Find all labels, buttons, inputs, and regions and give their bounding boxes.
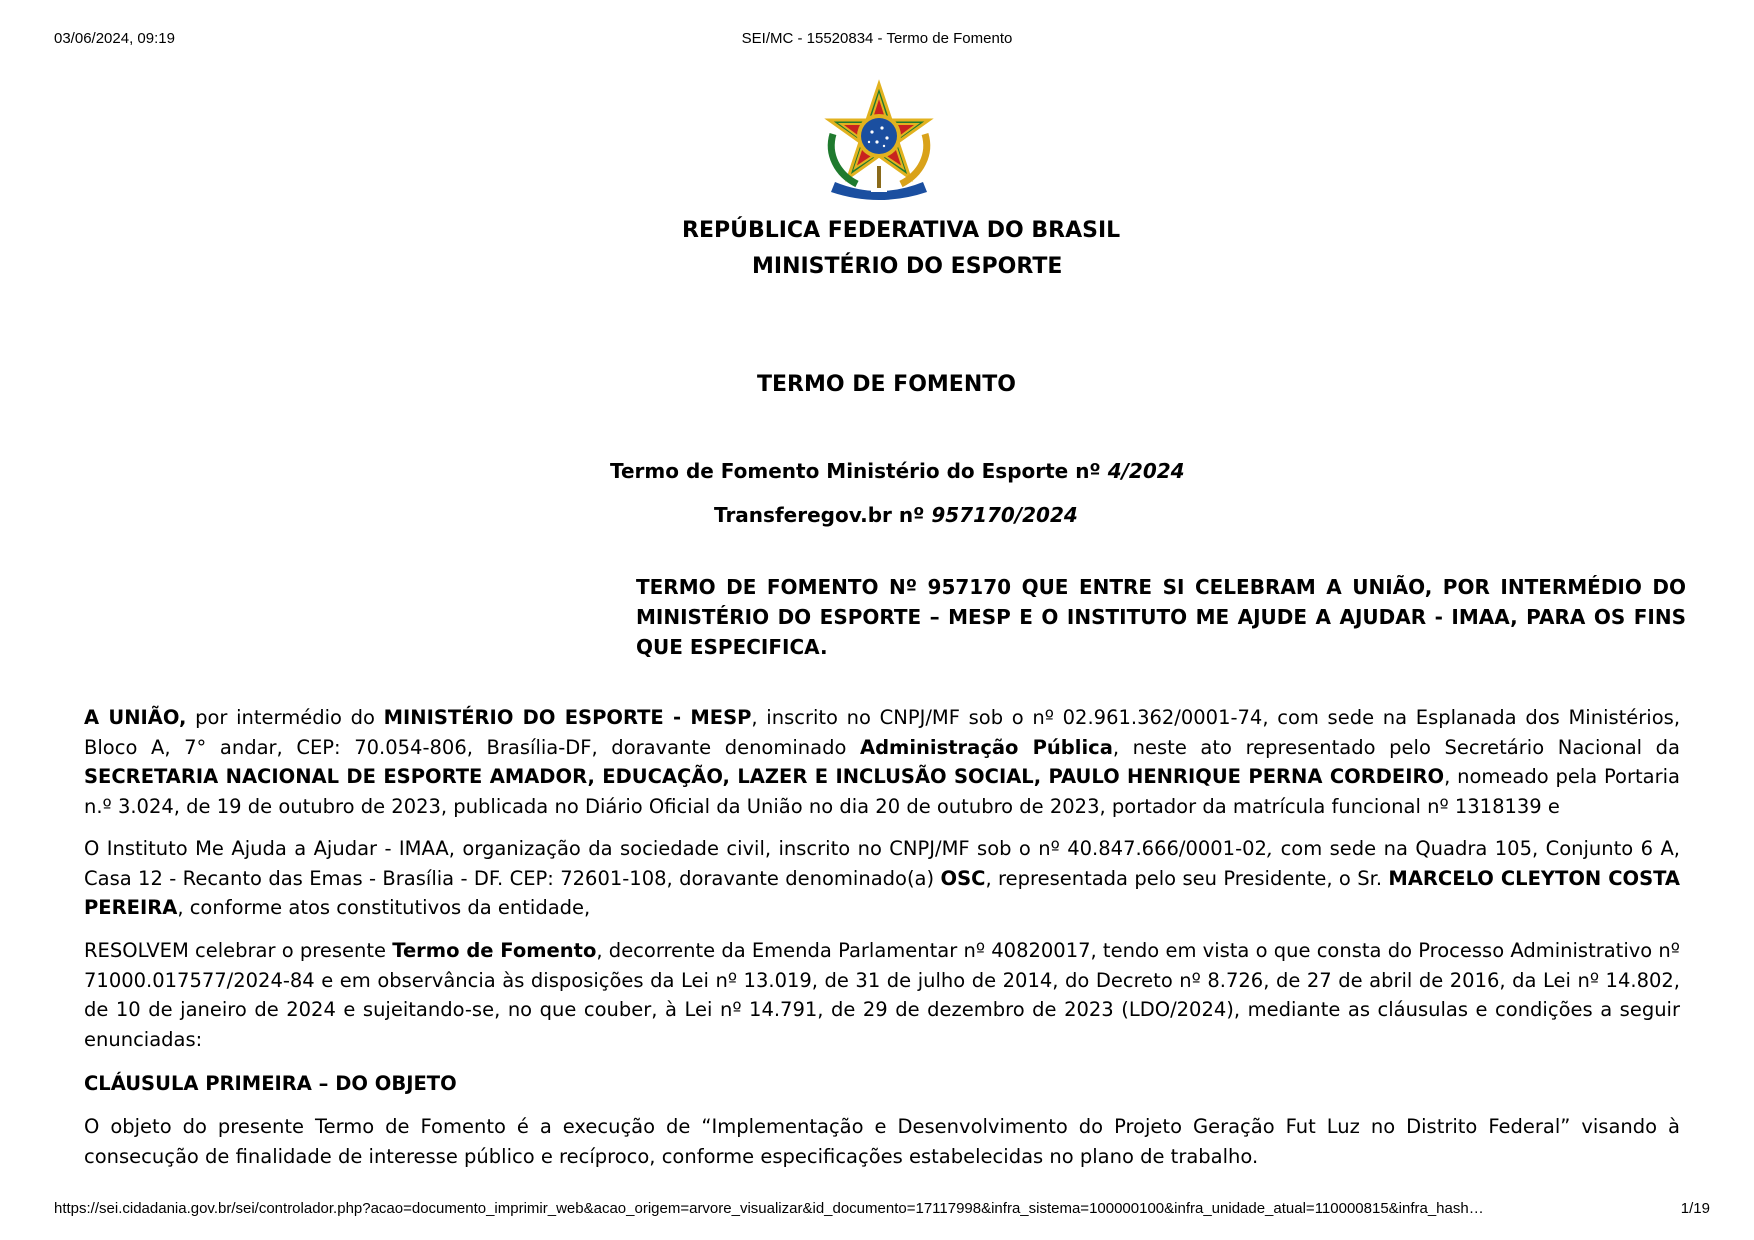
clause-1-title: CLÁUSULA PRIMEIRA – DO OBJETO (84, 1072, 457, 1095)
term-number-prefix: Termo de Fomento Ministério do Esporte nº (610, 459, 1108, 483)
ementa: TERMO DE FOMENTO Nº 957170 QUE ENTRE SI CELEBRAM A UNIÃO, POR INTERMÉDIO DO MINISTÉRIO DO ESPORTE – MESP E O INSTITUTO ME AJUDE A AJUDAR - IMAA, PARA OS FINS QUE ESPECIFICA. (636, 575, 1686, 659)
print-datetime: 03/06/2024, 09:19 (54, 30, 175, 47)
print-title: SEI/MC - 15520834 - Termo de Fomento (741, 30, 1013, 47)
p1-text-2: , inscrito no CNPJ/MF sob o nº 02.961.362/0001-74, com sede na Esplanada dos Ministérios, Bloco A, 7° andar, CEP: 70.054-806, Brasília-DF, doravante denominado (84, 706, 1681, 759)
p2-bold-1: OSC (940, 866, 986, 890)
p1-bold-4: SECRETARIA NACIONAL DE ESPORTE AMADOR, EDUCAÇÃO, LAZER E INCLUSÃO SOCIAL, PAULO HENRIQUE PERNA CORDEIRO (84, 765, 1445, 788)
p2-bold-2: MARCELO CLEYTON COSTA PEREIRA (84, 866, 1681, 919)
p3-bold-1: Termo de Fomento (392, 939, 597, 962)
paragraph-resolvem (84, 936, 1680, 1054)
p1-text-4: , nomeado pela Portaria n.º 3.024, de 19 de outubro de 2023, publicada no Diário Oficial da União no dia 20 de outubro de 2023, portador da matrícula funcional nº 1318139 e (84, 765, 1680, 818)
print-header (0, 30, 1754, 52)
p2-text-2: com sede na Quadra 105, Conjunto 6 A, Casa 12 - Recanto das Emas - Brasília - DF. CEP: 72601-108, doravante denominado(a) (84, 837, 1680, 890)
p2-text-1-comma: , (1266, 837, 1274, 860)
brazil-coat-of-arms-icon (813, 74, 945, 206)
document-url-link[interactable]: https://sei.cidadania.gov.br/sei/controlador.php?acao=documento_imprimir_web&acao_origem=arvore_visualizar&id_documento=17117998&infra_sistema=100000100&infra_unidade_atual=110000815&infra_hash… (54, 1200, 1484, 1217)
term-number: 4/2024 (1107, 459, 1185, 483)
p1-bold-1: A UNIÃO, (84, 706, 187, 729)
term-number-heading (610, 459, 1185, 483)
p3-text-1: RESOLVEM celebrar o presente (84, 939, 393, 962)
p3-text-2: , decorrente da Emenda Parlamentar nº 40820017, tendo em vista o que consta do Processo Administrativo nº 71000.017577/2024-84 e em observância às disposições da Lei nº 13.019, de 31 de julho de 2014, do Decreto nº 8.726, de 27 de abril de 2016, da Lei nº 14.802, de 10 de janeiro de 2024 e sujeitando-se, no que couber, à Lei nº 14.791, de 29 de dezembro de 2023 (LDO/2024), mediante as cláusulas e condições a seguir enunciadas: (84, 939, 1680, 1051)
paragraph-parties-osc (84, 834, 1680, 923)
paragraph-parties-uniao (84, 703, 1680, 821)
transferegov-prefix: Transferegov.br nº (714, 503, 932, 527)
republic-title: REPÚBLICA FEDERATIVA DO BRASIL (682, 218, 1121, 243)
clause-1-text: O objeto do presente Termo de Fomento é a execução de “Implementação e Desenvolvimento do Projeto Geração Fut Luz no Distrito Federal” visando à consecução de finalidade de interesse público e recíproco, conforme especificações estabelecidas no plano de trabalho. (84, 1115, 1680, 1168)
print-footer (0, 1200, 1754, 1222)
transferegov-heading (714, 503, 1078, 527)
p1-bold-2: MINISTÉRIO DO ESPORTE - MESP (383, 706, 752, 729)
transferegov-number: 957170/2024 (931, 503, 1078, 527)
p2-text-4: , conforme atos constitutivos da entidade, (177, 896, 591, 919)
p2-text-1: O Instituto Me Ajuda a Ajudar - IMAA, organização da sociedade civil, inscrito no CNPJ/MF sob o nº 40.847.666/0001-02 (84, 837, 1267, 860)
ministry-title: MINISTÉRIO DO ESPORTE (752, 254, 1063, 279)
page-counter: 1/19 (1680, 1200, 1710, 1217)
p1-bold-3: Administração Pública (860, 735, 1113, 759)
document-type-title: TERMO DE FOMENTO (757, 372, 1016, 397)
p2-text-3: , representada pelo seu Presidente, o Sr. (985, 866, 1389, 890)
p1-text-3: , neste ato representado pelo Secretário Nacional da (1112, 735, 1680, 759)
p1-text-1: por intermédio do (186, 706, 384, 729)
